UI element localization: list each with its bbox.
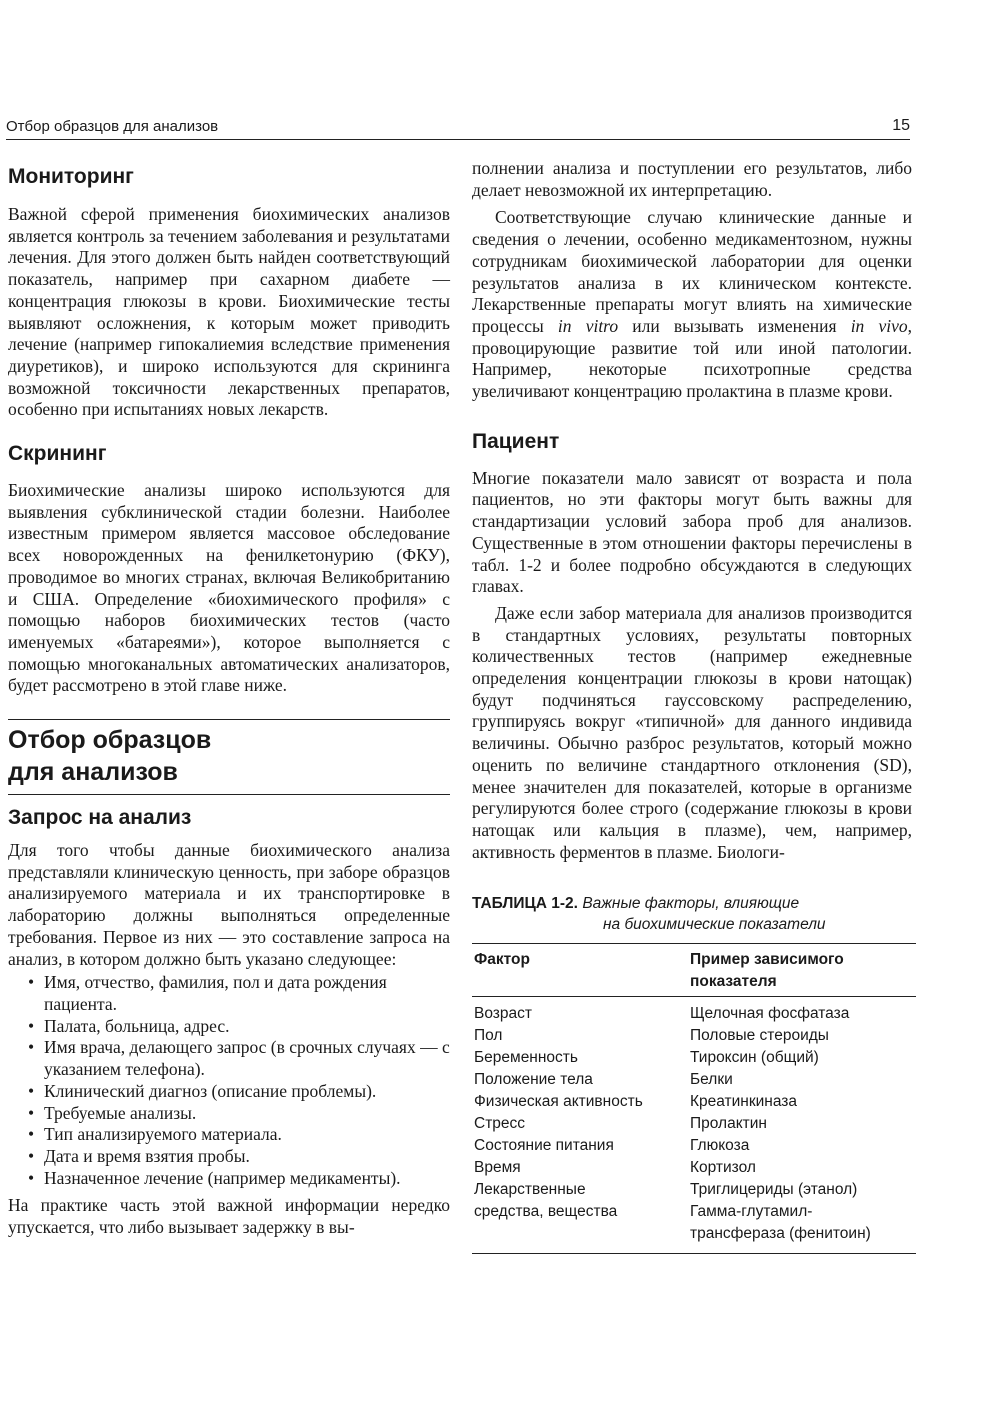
example-cell: Кортизол — [690, 1159, 756, 1177]
table-row — [472, 1135, 916, 1157]
table-caption — [472, 893, 912, 935]
column-header-factor: Фактор — [472, 944, 688, 997]
example-cell: Креатинкиназа — [690, 1093, 798, 1111]
factor-cell — [472, 1223, 688, 1254]
list-item: • Тип анализируемого материала. — [8, 1124, 450, 1146]
table-row — [472, 1157, 916, 1179]
page-number: 15 — [892, 117, 910, 134]
table-row — [472, 1025, 916, 1047]
example-cell: Глюкоза — [690, 1137, 750, 1155]
factor-cell: Пол — [474, 1027, 503, 1045]
factor-cell: Возраст — [474, 1005, 532, 1023]
clinical-text-1: Соответствующие случаю клинические данные и сведения о лечении, особенно медикаментозном, нужны сотрудникам биохимической лаборатории для оценки результатов анализа в их клиническом контексте. Лекарственные препараты могут влиять на химические процессы — [472, 207, 912, 336]
example-cell: Гамма-глутамил- — [690, 1203, 813, 1221]
table-caption-line2: на биохимические показатели — [603, 916, 826, 934]
example-cell: Триглицериды (этанол) — [690, 1181, 858, 1199]
example-cell: трансфераза (фенитоин) — [690, 1225, 871, 1243]
table-caption-label: ТАБЛИЦА 1-2. — [472, 895, 578, 913]
patient-paragraph-2: Даже если забор материала для анализов производится в стандартных условиях, результаты повторных количественных тестов (например ежедневные определения концентрации глюкозы в крови натощак) будут подчиняться гауссовскому распределению, группируясь вокруг «типичной» для данного индивида величины. Обычно разброс результатов, который можно оценить по величине стандартного отклонения (SD), менее значителен для показателей, которые в организме регулируются более строго (содержание глюкозы в крови натощак или кальция в плазме), чем, например, активность ферментов в плазме. Биологи- — [472, 602, 912, 862]
factor-cell: Лекарственные — [474, 1181, 586, 1199]
monitoring-heading: Мониторинг — [8, 165, 134, 188]
factor-cell: Время — [474, 1159, 521, 1177]
list-item: • Имя, отчество, фамилия, пол и дата рождения пациента. — [8, 972, 450, 1015]
table-row — [472, 1113, 916, 1135]
factor-cell: Положение тела — [474, 1071, 593, 1089]
table-header-row — [472, 944, 916, 997]
factor-cell: Стресс — [474, 1115, 526, 1133]
example-cell: Пролактин — [690, 1115, 767, 1133]
running-title: Отбор образцов для анализов — [6, 118, 219, 135]
chapter-title — [8, 719, 450, 795]
table-block — [472, 893, 912, 1254]
table-row — [472, 1091, 916, 1113]
table-row — [472, 1201, 916, 1223]
list-item: • Имя врача, делающего запрос (в срочных случаях — с указанием телефона). — [8, 1037, 450, 1080]
request-paragraph: Для того чтобы данные биохимического анализа представляли клиническую ценность, при заборе образцов анализируемого материала и их транспортировке в лабораторию должны выполняться определенные требования. Первое из них — это составление запроса на анализ, в котором должно быть указано следующее: — [8, 840, 450, 969]
table-row — [472, 1179, 916, 1201]
table-row — [472, 997, 916, 1026]
in-vitro-term: in vitro — [557, 315, 619, 336]
table-row — [472, 1047, 916, 1069]
list-item: • Дата и время взятия пробы. — [8, 1146, 450, 1168]
table-caption-line1: Важные факторы, влияющие — [582, 895, 800, 913]
patient-paragraph-1: Многие показатели мало зависят от возраста и пола пациентов, но эти факторы могут быть важны для стандартизации условий забора проб для анализов. Существенные в этом отношении факторы перечислены в табл. 1-2 и более подробно обсуждаются в следующих главах. — [472, 467, 912, 597]
patient-heading: Пациент — [472, 429, 560, 453]
example-cell: Тироксин (общий) — [690, 1049, 819, 1067]
monitoring-paragraph: Важной сферой применения биохимических анализов является контроль за течением заболевания и результатами лечения. Для этого должен быть найден соответствующий показатель, например при сахарном диабете — концентрация глюкозы в крови. Биохимические тесты выявляют осложнения, к которым может приводить лечение (например гипокалиемия вследствие применения диуретиков), и широко используются для скрининга возможной токсичности лекарственных препаратов, особенно при испытаниях новых лекарств. — [8, 204, 450, 420]
table-row — [472, 1069, 916, 1091]
list-item: • Требуемые анализы. — [8, 1103, 450, 1125]
in-vivo-term: in vivo — [850, 315, 908, 336]
list-item: • Палата, больница, адрес. — [8, 1016, 450, 1038]
request-heading: Запрос на анализ — [8, 806, 192, 830]
factors-table — [472, 943, 916, 1254]
table-row — [472, 1223, 916, 1254]
clinical-text-2: или вызывать изменения — [618, 315, 851, 336]
request-list — [8, 972, 450, 1189]
clinical-data-paragraph — [472, 207, 912, 402]
chapter-title-line1: Отбор образцов — [8, 726, 212, 755]
screening-paragraph: Биохимические анализы широко используются для выявления субклинической стадии болезни. Наиболее известным примером является массовое обследование всех новорожденных на фенилкетонурию (ФКУ), проводимое во многих странах, включая Великобританию и США. Определение «биохимического профиля» с помощью наборов биохимических тестов (часто именуемых «батареями»), которое выполняется с помощью многоканальных автоматических анализаторов, будет рассмотрено в этой главе ниже. — [8, 480, 450, 696]
continued-paragraph: полнении анализа и поступлении его результатов, либо делает невозможной их интерпретацию. — [472, 158, 912, 200]
factor-cell: Физическая активность — [474, 1093, 643, 1111]
list-item: • Клинический диагноз (описание проблемы). — [8, 1081, 450, 1103]
list-item: • Назначенное лечение (например медикаменты). — [8, 1168, 450, 1190]
running-head — [6, 117, 910, 140]
right-column — [472, 158, 912, 1254]
chapter-title-line2: для анализов — [8, 758, 178, 787]
factor-cell: Беременность — [474, 1049, 578, 1067]
example-cell: Щелочная фосфатаза — [690, 1005, 850, 1023]
left-column — [8, 158, 450, 1239]
request-paragraph-2: На практике часть этой важной информации нередко упускается, что либо вызывает задержку в вы- — [8, 1195, 450, 1238]
column-header-example: Пример зависимого показателя — [688, 944, 916, 997]
factor-cell: средства, вещества — [474, 1203, 618, 1221]
screening-heading: Скрининг — [8, 442, 107, 466]
example-cell: Половые стероиды — [690, 1027, 829, 1045]
clinical-text-3: , провоцирующие развитие той или иной патологии. Например, некоторые психотропные средства увеличивают концентрацию пролактина в плазме крови. — [472, 315, 912, 402]
factor-cell: Состояние питания — [474, 1137, 614, 1155]
example-cell: Белки — [690, 1071, 733, 1089]
